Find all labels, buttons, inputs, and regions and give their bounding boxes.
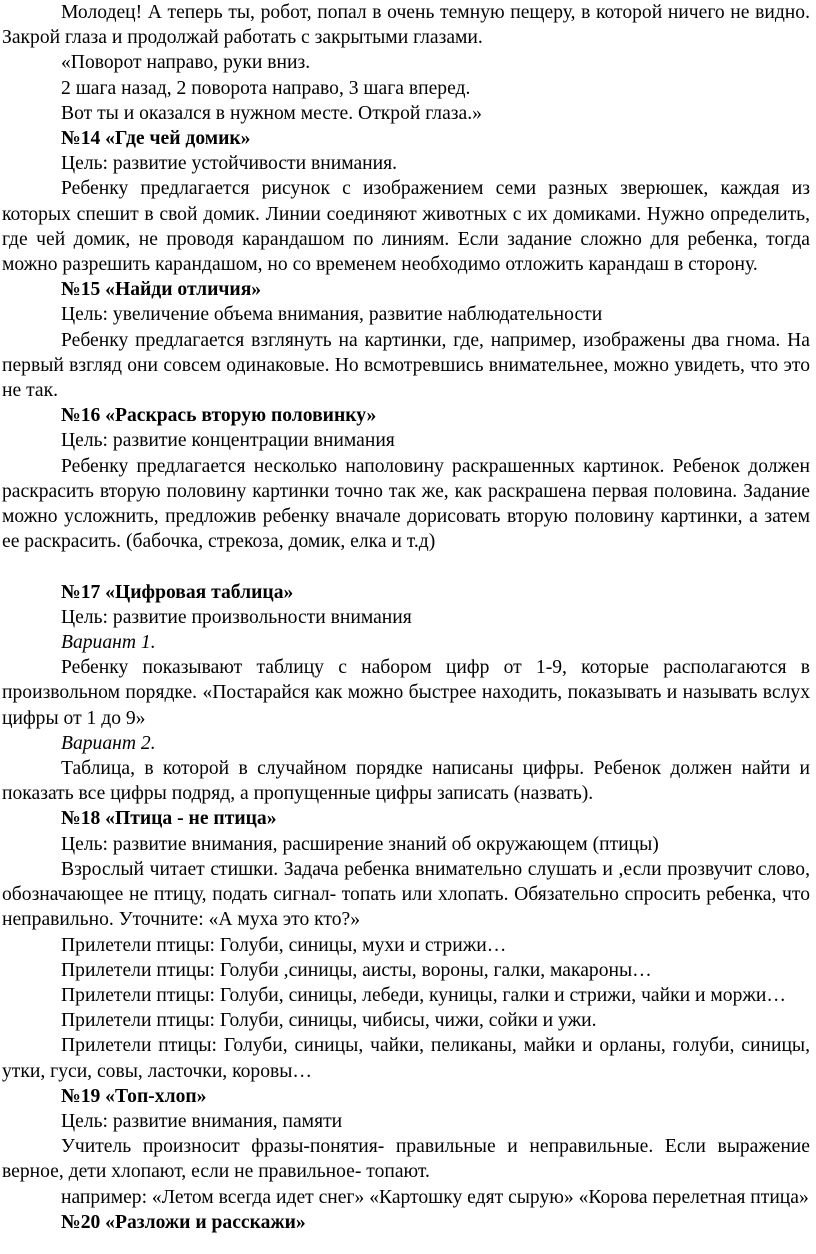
paragraph: Взрослый читает стишки. Задача ребенка внимательно слушать и ,если прозвучит слово, обозначающее не птицу, подать сигнал- топать или хлопать. Обязательно спросить ребенка, что неправильно. Уточните: «А муха это кто?» <box>2 858 810 931</box>
goal-line: Цель: развитие устойчивости внимания. <box>61 153 398 175</box>
paragraph: Вот ты и оказался в нужном месте. Открой глаза.» <box>61 102 482 124</box>
paragraph: «Поворот направо, руки вниз. <box>61 52 311 74</box>
section-heading: №16 «Раскрась вторую половинку» <box>61 405 377 427</box>
goal-line: Цель: развитие внимания, памяти <box>61 1110 343 1132</box>
paragraph: например: «Летом всегда идет снег» «Картошку едят сырую» «Корова перелетная птица» <box>61 1186 809 1208</box>
variant-label: Вариант 1. <box>61 632 156 654</box>
goal-line: Цель: развитие внимания, расширение знаний об окружающем (птицы) <box>61 833 659 855</box>
section-heading: №15 «Найди отличия» <box>61 279 262 301</box>
paragraph: Ребенку предлагается взглянуть на картинки, где, например, изображены два гнома. На первый взгляд они совсем одинаковые. Но всмотревшись внимательнее, можно увидеть, что это не так. <box>2 329 810 402</box>
verse-line: Прилетели птицы: Голуби, синицы, лебеди, куницы, галки и стрижи, чайки и моржи… <box>61 984 787 1006</box>
goal-line: Цель: развитие произвольности внимания <box>61 606 412 628</box>
section-heading: №14 «Где чей домик» <box>61 128 251 150</box>
goal-line: Цель: развитие концентрации внимания <box>61 430 395 452</box>
verse-line: Прилетели птицы: Голуби, синицы, чибисы, чижи, сойки и ужи. <box>61 1010 597 1032</box>
verse-line: Прилетели птицы: Голуби, синицы, мухи и стрижи… <box>61 934 507 956</box>
paragraph: Молодец! А теперь ты, робот, попал в очень темную пещеру, в которой ничего не видно. Закрой глаза и продолжай работать с закрытыми глазами. <box>2 2 810 49</box>
paragraph: Ребенку показывают таблицу с набором цифр от 1-9, которые располагаются в произвольном порядке. «Постарайся как можно быстрее находить, показывать и называть вслух цифры от 1 до 9» <box>2 657 810 729</box>
section-heading: №18 «Птица - не птица» <box>61 808 277 830</box>
paragraph: Ребенку предлагается рисунок с изображением семи разных зверюшек, каждая из которых спешит в свой домик. Линии соединяют животных с их домиками. Нужно определить, где чей домик, не проводя карандашом по линиям. Если задание сложно для ребенка, тогда можно разрешить карандашом, но со временем необходимо отложить карандаш в сторону. <box>2 178 810 276</box>
paragraph: Ребенку предлагается несколько наполовину раскрашенных картинок. Ребенок должен раскрасить вторую половину картинки точно так же, как раскрашена первая половина. Задание можно усложнить, предложив ребенку вначале дорисовать вторую половину картинки, а затем ее раскрасить. (бабочка, стрекоза, домик, елка и т.д) <box>2 455 810 553</box>
verse-line: Прилетели птицы: Голуби, синицы, чайки, пеликаны, майки и орланы, голуби, синицы, утки, гуси, совы, ласточки, коровы… <box>2 1035 810 1082</box>
paragraph: Таблица, в которой в случайном порядке написаны цифры. Ребенок должен найти и показать все цифры подряд, а пропущенные цифры записать (назвать). <box>2 758 810 805</box>
variant-label: Вариант 2. <box>61 732 156 754</box>
paragraph: Учитель произносит фразы-понятия- правильные и неправильные. Если выражение верное, дети хлопают, если не правильное- топают. <box>2 1136 810 1183</box>
section-heading: №17 «Цифровая таблица» <box>61 581 294 603</box>
paragraph: 2 шага назад, 2 поворота направо, 3 шага вперед. <box>61 77 471 99</box>
goal-line: Цель: увеличение объема внимания, развитие наблюдательности <box>61 304 603 326</box>
verse-line: Прилетели птицы: Голуби ,синицы, аисты, вороны, галки, макароны… <box>61 959 652 981</box>
blank-line <box>2 554 810 579</box>
section-heading: №19 «Топ-хлоп» <box>61 1085 207 1107</box>
section-heading: №20 «Разложи и расскажи» <box>61 1211 306 1233</box>
document-body <box>2 0 810 1235</box>
